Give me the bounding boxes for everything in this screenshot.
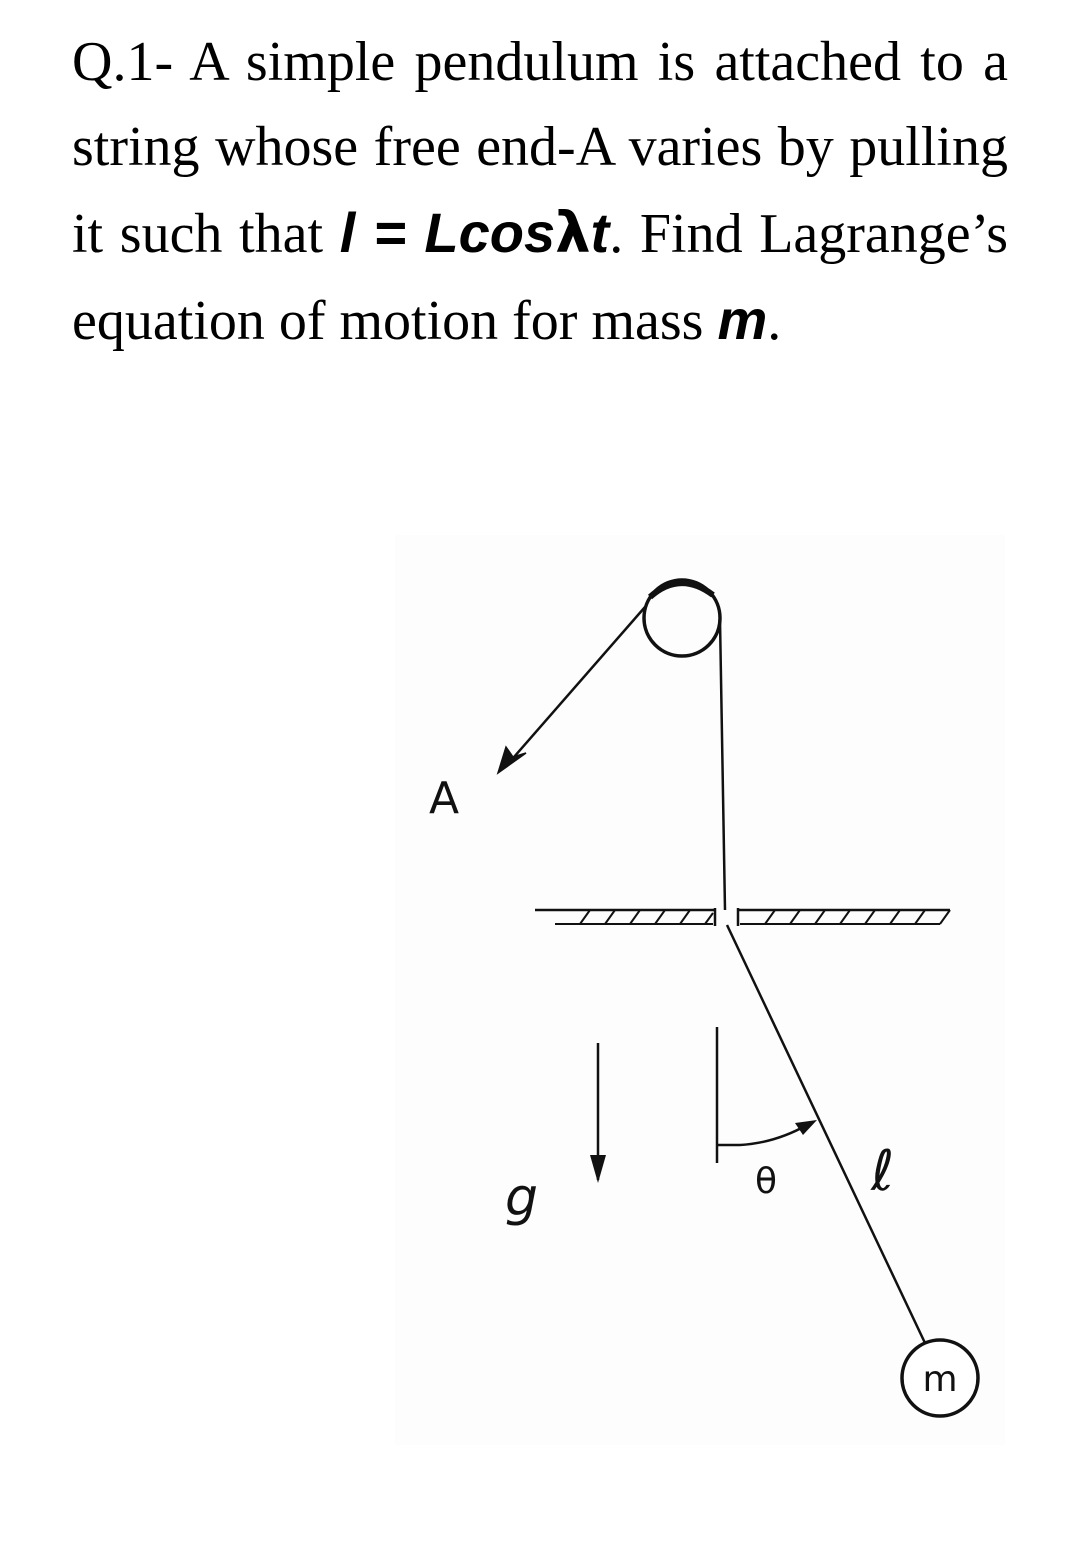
pendulum-diagram: [395, 535, 1005, 1445]
formula-equals: =: [355, 201, 425, 264]
question-text: [72, 20, 1008, 364]
mass-symbol: m: [717, 288, 768, 351]
string-to-free-end: [507, 607, 645, 765]
question-line-1: Q.1- A simple pendulum is attached: [72, 31, 901, 93]
angle-label: θ: [755, 1161, 778, 1202]
question-line-3: by pulling it such that: [72, 116, 1008, 265]
question-line-5: for mass: [512, 290, 704, 352]
pendulum-string: [727, 925, 925, 1343]
formula-rhs-prefix: Lcos: [424, 201, 556, 264]
gravity-arrowhead: [590, 1155, 606, 1183]
question-line-2: to a string whose free end-A varies: [72, 31, 1009, 178]
vertical-string: [720, 620, 725, 910]
formula-lhs: l: [339, 201, 356, 264]
formula-lambda: λ: [555, 201, 591, 266]
length-label: ℓ: [871, 1139, 895, 1204]
angle-arrowhead: [795, 1120, 817, 1135]
free-end-label: A: [429, 773, 460, 824]
free-end-arrowhead: [498, 747, 526, 773]
formula-time-var: t: [590, 201, 610, 264]
angle-arc: [740, 1125, 807, 1145]
mass-label: m: [922, 1359, 958, 1400]
formula-end-period: .: [609, 203, 624, 265]
length-formula: [340, 201, 610, 264]
question-end-period: .: [767, 290, 782, 352]
ceiling-hatching: [580, 910, 950, 924]
gravity-label: g: [505, 1168, 539, 1228]
pendulum-diagram-svg: [395, 535, 1005, 1445]
question-line-4: Find Lagrange’s equation of motion: [72, 203, 1008, 352]
